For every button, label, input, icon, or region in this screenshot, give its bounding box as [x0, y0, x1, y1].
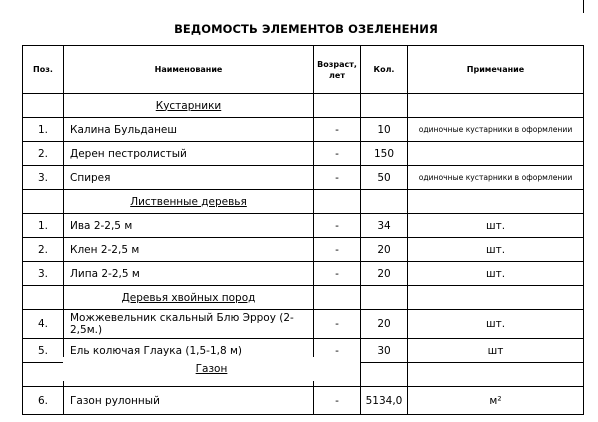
row-name: Спирея	[64, 166, 314, 190]
row-note: одиночные кустарники в оформлении	[408, 118, 584, 142]
row-age: -	[314, 262, 361, 286]
row-num: 5.	[23, 339, 64, 363]
table-row	[23, 166, 584, 190]
row-num: 3.	[23, 166, 64, 190]
header-note: Примечание	[408, 46, 584, 94]
row-age: -	[314, 387, 361, 415]
table-row	[23, 262, 584, 286]
row-num: 2.	[23, 142, 64, 166]
row-qty: 150	[361, 142, 408, 166]
row-num: 3.	[23, 262, 64, 286]
row-qty: 30	[361, 339, 408, 363]
row-num: 1.	[23, 214, 64, 238]
row-note: шт	[408, 339, 584, 363]
row-age: -	[314, 142, 361, 166]
page-edge-mark	[583, 0, 584, 13]
section-row	[23, 94, 584, 118]
document-title: ВЕДОМОСТЬ ЭЛЕМЕНТОВ ОЗЕЛЕНЕНИЯ	[174, 22, 438, 36]
section-row	[23, 286, 584, 310]
section-title-shrubs: Кустарники	[64, 94, 314, 118]
row-age: -	[314, 214, 361, 238]
row-note: шт.	[408, 262, 584, 286]
table-row	[23, 118, 584, 142]
row-num: 2.	[23, 238, 64, 262]
row-age: -	[314, 310, 361, 339]
row-age: -	[314, 238, 361, 262]
row-name: Ива 2-2,5 м	[64, 214, 314, 238]
row-qty: 34	[361, 214, 408, 238]
table-row	[23, 387, 584, 415]
row-age: -	[314, 118, 361, 142]
row-note: шт.	[408, 214, 584, 238]
section-title-deciduous: Лиственные деревья	[64, 190, 314, 214]
row-num: 1.	[23, 118, 64, 142]
header-name: Наименование	[64, 46, 314, 94]
section-row	[23, 190, 584, 214]
row-name: Калина Бульданеш	[64, 118, 314, 142]
header-age: Возраст, лет	[314, 46, 361, 94]
row-name: Клен 2-2,5 м	[64, 238, 314, 262]
row-qty: 20	[361, 310, 408, 339]
row-age: -	[314, 339, 361, 363]
table-row	[23, 238, 584, 262]
row-qty: 20	[361, 262, 408, 286]
row-name: Ель колючая Глаука (1,5-1,8 м)	[64, 339, 314, 363]
row-note: м²	[408, 387, 584, 415]
table-row	[23, 310, 584, 339]
row-name: Можжевельник скальный Блю Эрроу (2-2,5м.)	[64, 310, 314, 339]
row-num: 6.	[23, 387, 64, 415]
header-qty: Кол.	[361, 46, 408, 94]
row-name: Газон рулонный	[64, 387, 314, 415]
row-note: шт.	[408, 238, 584, 262]
row-note: одиночные кустарники в оформлении	[408, 166, 584, 190]
table-header-row	[23, 46, 584, 94]
row-age: -	[314, 166, 361, 190]
section-title-lawn: Газон	[63, 357, 360, 381]
row-qty: 20	[361, 238, 408, 262]
row-note	[408, 142, 584, 166]
table-row	[23, 142, 584, 166]
header-num: Поз.	[23, 46, 64, 94]
section-title-conifers: Деревья хвойных пород	[64, 286, 314, 310]
row-note: шт.	[408, 310, 584, 339]
table-row	[23, 214, 584, 238]
row-name: Липа 2-2,5 м	[64, 262, 314, 286]
row-qty: 10	[361, 118, 408, 142]
row-num: 4.	[23, 310, 64, 339]
row-qty: 5134,0	[361, 387, 408, 415]
row-name: Дерен пестролистый	[64, 142, 314, 166]
row-qty: 50	[361, 166, 408, 190]
